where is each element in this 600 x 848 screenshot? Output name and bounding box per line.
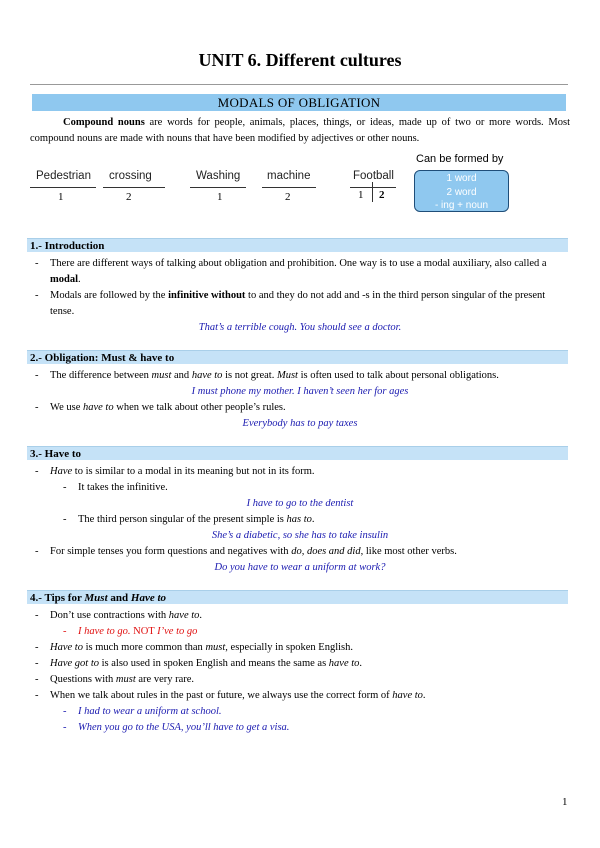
- section-banner: MODALS OF OBLIGATION: [32, 94, 566, 111]
- compound-word: Pedestrian: [36, 170, 91, 182]
- compound-word: machine: [267, 170, 311, 182]
- example-sentence: Do you have to wear a uniform at work?: [214, 562, 386, 573]
- compound-word: crossing: [109, 170, 152, 182]
- underline: [262, 187, 316, 188]
- word-number: 1: [58, 191, 64, 203]
- list-item: - Modals are followed by the infinitive without to and they do not add and -s in the third person singular of the present tense.: [35, 290, 546, 317]
- underline: [350, 187, 396, 188]
- list-item: - Have to is similar to a modal in its meaning but not in its form.: [35, 466, 315, 477]
- intro-paragraph: [30, 115, 570, 147]
- word-number: 2: [285, 191, 291, 203]
- list-item: - For simple tenses you form questions and negatives with do, does and did, like most other verbs.: [35, 546, 457, 557]
- formed-by-box: [414, 170, 509, 212]
- sub-list-item: - The third person singular of the present simple is has to.: [63, 514, 315, 525]
- formed-line: - ing + noun: [434, 200, 489, 211]
- page-number: 1: [562, 796, 568, 808]
- list-item: - We use have to when we talk about other people’s rules.: [35, 402, 286, 413]
- title-rule: [30, 84, 568, 85]
- word-number: 1: [217, 191, 223, 203]
- word-number: 2: [126, 191, 132, 203]
- underline: [103, 187, 165, 188]
- list-item: - When we talk about rules in the past or future, we always use the correct form of have to.: [35, 690, 426, 701]
- compound-word: Football: [353, 170, 394, 182]
- section-3-header: 3.- Have to: [27, 446, 568, 460]
- underline: [30, 187, 96, 188]
- list-item: - Questions with must are very rare.: [35, 674, 195, 685]
- example-sentence: That’s a terrible cough. You should see a doctor.: [198, 322, 402, 333]
- list-item: - The difference between must and have to is not great. Must is often used to talk about personal obligations.: [35, 370, 499, 381]
- sub-list-item: - When you go to the USA, you’ll have to get a visa.: [63, 722, 290, 733]
- underline: [190, 187, 246, 188]
- compound-word: Washing: [196, 170, 241, 182]
- sub-list-item: - It takes the infinitive.: [63, 482, 168, 493]
- word-number: 2: [379, 189, 385, 201]
- sub-list-item: - I have to go. NOT I’ve to go: [63, 626, 198, 637]
- example-sentence: I have to go to the dentist: [246, 498, 354, 509]
- page-title: UNIT 6. Different cultures: [198, 50, 402, 70]
- formed-line: 1 word: [446, 173, 477, 184]
- section-1-header: 1.- Introduction: [27, 238, 568, 252]
- list-item: - Don’t use contractions with have to.: [35, 610, 203, 621]
- section-2-header: 2.- Obligation: Must & have to: [27, 350, 568, 364]
- example-sentence: Everybody has to pay taxes: [242, 418, 358, 429]
- word-number: 1: [358, 189, 364, 201]
- list-item: - There are different ways of talking about obligation and prohibition. One way is to use a modal auxiliary, also called a modal.: [35, 258, 547, 285]
- intro-bold: Compound nouns: [63, 117, 145, 128]
- word-divider: [372, 182, 373, 202]
- intro-text: are words for people, animals, places, things, or ideas, made up of two or more words. Most compound nouns are made with nouns that have been modified by adjectives or other nouns.: [30, 117, 570, 144]
- list-item: - Have got to is also used in spoken English and means the same as have to.: [35, 658, 363, 669]
- example-sentence: I must phone my mother. I haven’t seen her for ages: [191, 386, 409, 397]
- list-item: - Have to is much more common than must, especially in spoken English.: [35, 642, 354, 653]
- formed-line: 2 word: [446, 186, 477, 198]
- sub-list-item: - I had to wear a uniform at school.: [63, 706, 222, 717]
- formed-by-label: Can be formed by: [416, 153, 504, 165]
- example-sentence: She’s a diabetic, so she has to take insulin: [211, 530, 389, 541]
- section-4-header: 4.- Tips for Must and Have to: [27, 590, 568, 604]
